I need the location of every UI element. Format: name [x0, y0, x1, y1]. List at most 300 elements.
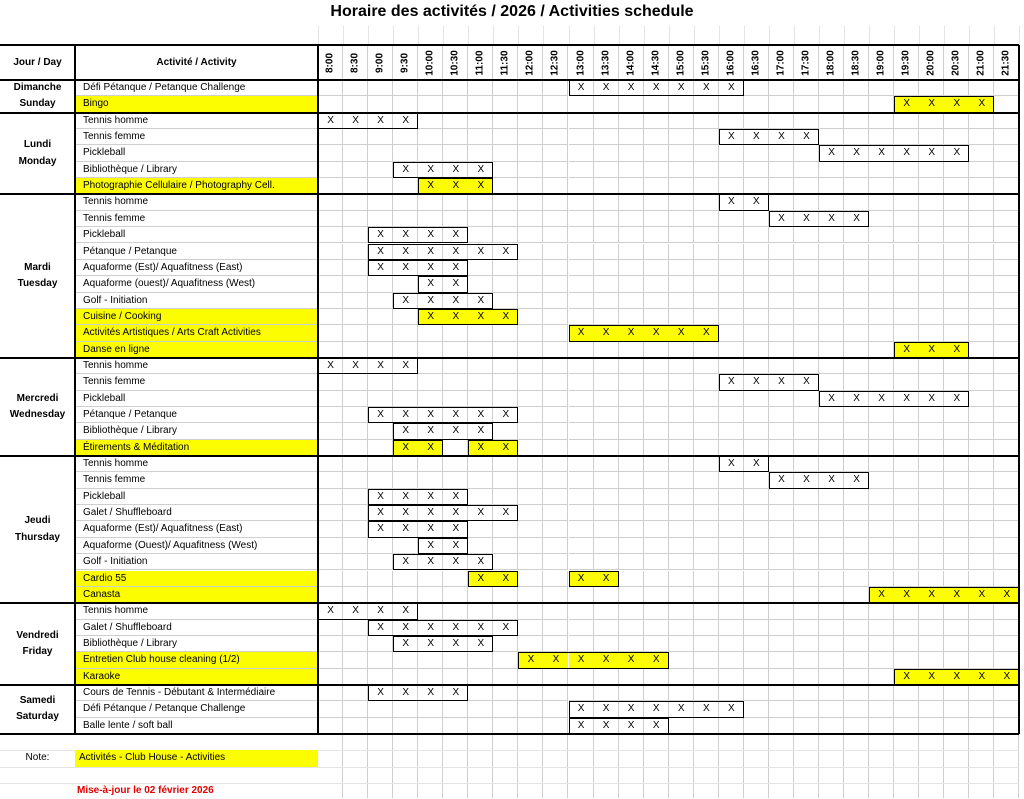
time-slot [518, 538, 543, 554]
time-slot [669, 456, 694, 472]
activity-mark: X [477, 507, 485, 519]
time-slot [894, 293, 919, 309]
activity-mark: X [402, 507, 409, 519]
time-slot [719, 342, 744, 358]
time-slot [744, 587, 769, 603]
activity-mark: X [753, 131, 760, 143]
time-slot [543, 472, 568, 488]
time-slot [919, 80, 944, 96]
time-slot [368, 538, 393, 554]
activity-mark: X [569, 652, 594, 668]
time-slot [744, 211, 769, 227]
time-slot [468, 652, 493, 668]
time-slot [744, 521, 769, 537]
activity-mark: X [953, 392, 961, 404]
time-slot [844, 374, 869, 390]
time-slot [318, 456, 343, 472]
activity-mark: X [327, 359, 334, 371]
time-slot [969, 309, 994, 325]
time-slot [418, 456, 443, 472]
activity-mark: X [727, 376, 735, 388]
time-slot [794, 80, 819, 96]
time-slot [368, 342, 393, 358]
time-slot [719, 652, 744, 668]
time-slot [969, 718, 994, 734]
grid-line [518, 26, 519, 45]
time-slot [594, 636, 619, 652]
time-slot [644, 244, 669, 260]
time-slot [343, 244, 368, 260]
time-slot [343, 571, 368, 587]
time-slot [393, 472, 418, 488]
time-slot [594, 96, 619, 112]
time-slot [894, 652, 919, 668]
time-slot [493, 538, 518, 554]
time-slot [669, 685, 694, 701]
activity-mark: X [569, 325, 594, 341]
border-line [0, 44, 1019, 46]
activity-name: Bibliothèque / Library [75, 162, 318, 178]
time-slot [318, 701, 343, 717]
time-slot [594, 685, 619, 701]
time-slot [869, 718, 894, 734]
time-slot [669, 538, 694, 554]
time-header [844, 45, 869, 80]
time-slot [794, 293, 819, 309]
time-slot [894, 113, 919, 129]
time-slot [368, 587, 393, 603]
time-slot [944, 276, 969, 292]
time-slot [644, 374, 669, 390]
time-slot [944, 423, 969, 439]
time-slot [694, 293, 719, 309]
time-slot [468, 96, 493, 112]
time-slot [894, 194, 919, 210]
activity-mark: X [477, 245, 485, 257]
activity-name: Cardio 55 [75, 571, 318, 587]
time-slot [518, 211, 543, 227]
activity-mark: X [753, 458, 760, 470]
time-slot [719, 260, 744, 276]
time-slot [569, 636, 594, 652]
time-slot [719, 669, 744, 685]
time-slot [994, 603, 1019, 619]
time-slot [869, 211, 894, 227]
time-slot [644, 293, 669, 309]
time-slot [543, 96, 568, 112]
time-slot [594, 276, 619, 292]
time-slot [343, 701, 368, 717]
time-slot [569, 358, 594, 374]
time-slot [343, 309, 368, 325]
time-slot [569, 227, 594, 243]
time-slot [719, 472, 744, 488]
time-slot [594, 423, 619, 439]
time-slot [669, 391, 694, 407]
activity-mark: X [652, 703, 660, 715]
time-slot [994, 652, 1019, 668]
time-slot [594, 244, 619, 260]
time-slot [794, 636, 819, 652]
time-slot [368, 652, 393, 668]
time-slot [569, 620, 594, 636]
time-slot [819, 423, 844, 439]
activity-mark: X [402, 523, 409, 535]
time-slot [543, 358, 568, 374]
time-slot [869, 554, 894, 570]
activity-mark: X [577, 703, 585, 715]
activity-mark: X [402, 229, 409, 241]
activity-mark: X [402, 621, 409, 633]
time-slot [969, 554, 994, 570]
time-slot [594, 260, 619, 276]
time-slot [869, 685, 894, 701]
time-slot [769, 309, 794, 325]
time-slot [844, 227, 869, 243]
time-slot [518, 587, 543, 603]
time-slot [769, 505, 794, 521]
time-slot [644, 440, 669, 456]
activity-mark: X [627, 82, 635, 93]
time-slot [619, 342, 644, 358]
time-slot [569, 129, 594, 145]
time-slot [844, 244, 869, 260]
time-slot [393, 342, 418, 358]
time-slot [418, 701, 443, 717]
time-slot [944, 244, 969, 260]
time-slot [844, 293, 869, 309]
border-line [0, 684, 1019, 686]
time-slot [844, 260, 869, 276]
time-slot [794, 96, 819, 112]
activity-name: Aquaforme (Ouest)/ Aquafitness (West) [75, 538, 318, 554]
time-slot [418, 571, 443, 587]
time-slot [518, 669, 543, 685]
time-slot [493, 178, 518, 194]
time-slot [669, 227, 694, 243]
time-slot [493, 636, 518, 652]
border-line [0, 455, 1019, 457]
time-slot [619, 571, 644, 587]
time-slot [619, 309, 644, 325]
time-slot [518, 80, 543, 96]
time-slot [644, 669, 669, 685]
time-label: 11:00 [474, 49, 486, 76]
time-slot [919, 211, 944, 227]
time-slot [969, 456, 994, 472]
activity-name: Balle lente / soft ball [75, 718, 318, 734]
time-slot [794, 276, 819, 292]
time-slot [619, 358, 644, 374]
time-slot [318, 309, 343, 325]
time-slot [819, 342, 844, 358]
time-slot [944, 440, 969, 456]
time-header [944, 45, 969, 80]
activity-mark: X [778, 474, 785, 486]
time-slot [869, 309, 894, 325]
activity-mark: X [402, 637, 409, 649]
time-slot [744, 293, 769, 309]
grid-line [719, 26, 720, 45]
time-slot [619, 505, 644, 521]
time-slot [919, 260, 944, 276]
activity-mark: X [452, 261, 460, 273]
time-slot [919, 194, 944, 210]
time-slot [468, 489, 493, 505]
time-slot [619, 456, 644, 472]
time-slot [318, 276, 343, 292]
time-slot [994, 309, 1019, 325]
time-slot [619, 669, 644, 685]
time-slot [719, 636, 744, 652]
time-slot [518, 701, 543, 717]
time-slot [443, 571, 468, 587]
time-slot [794, 227, 819, 243]
time-slot [994, 571, 1019, 587]
time-slot [694, 374, 719, 390]
time-slot [644, 456, 669, 472]
time-slot [969, 145, 994, 161]
time-slot [669, 620, 694, 636]
time-slot [669, 358, 694, 374]
day-name-en: Tuesday [17, 278, 58, 290]
time-slot [669, 260, 694, 276]
time-slot [969, 276, 994, 292]
activity-mark: X [627, 703, 635, 715]
time-slot [669, 652, 694, 668]
activity-mark: X [402, 261, 409, 273]
activity-mark: X [778, 131, 785, 143]
time-slot [418, 391, 443, 407]
time-slot [744, 440, 769, 456]
time-slot [894, 538, 919, 554]
activity-mark: X [594, 652, 619, 668]
time-slot [318, 342, 343, 358]
time-slot [569, 293, 594, 309]
time-slot [869, 358, 894, 374]
activity-mark: X [944, 342, 969, 358]
activity-mark: X [402, 556, 409, 568]
time-slot [844, 129, 869, 145]
time-slot [844, 521, 869, 537]
activity-mark: X [402, 425, 409, 437]
time-slot [468, 342, 493, 358]
day-name-fr: Samedi [19, 695, 56, 707]
activity-mark: X [627, 719, 635, 731]
time-slot [669, 521, 694, 537]
time-slot [443, 391, 468, 407]
time-slot [543, 374, 568, 390]
grid-line [493, 26, 494, 45]
time-slot [518, 342, 543, 358]
time-slot [543, 521, 568, 537]
activity-name: Photographie Cellulaire / Photography Cell. [75, 178, 318, 194]
activity-name: Pickleball [75, 391, 318, 407]
time-slot [769, 145, 794, 161]
time-slot [543, 309, 568, 325]
time-slot [669, 603, 694, 619]
time-slot [969, 244, 994, 260]
activity-mark: X [468, 440, 493, 456]
activity-mark: X [402, 114, 409, 126]
activity-mark: X [427, 278, 435, 290]
time-slot [769, 407, 794, 423]
activity-mark: X [452, 278, 460, 290]
activity-name: Pétanque / Petanque [75, 407, 318, 423]
time-slot [669, 244, 694, 260]
time-slot [543, 276, 568, 292]
activity-name: Défi Pétanque / Petanque Challenge [75, 80, 318, 96]
time-slot [719, 96, 744, 112]
time-slot [944, 521, 969, 537]
activity-mark: X [727, 703, 735, 715]
time-slot [418, 374, 443, 390]
time-slot [594, 407, 619, 423]
time-slot [543, 178, 568, 194]
time-slot [969, 685, 994, 701]
time-slot [543, 587, 568, 603]
time-slot [343, 293, 368, 309]
time-slot [619, 603, 644, 619]
activity-mark: X [702, 703, 710, 715]
time-slot [443, 211, 468, 227]
time-slot [744, 407, 769, 423]
time-header [769, 45, 794, 80]
time-slot [669, 489, 694, 505]
time-slot [969, 620, 994, 636]
time-slot [894, 244, 919, 260]
time-slot [669, 178, 694, 194]
time-slot [343, 505, 368, 521]
time-slot [769, 325, 794, 341]
activity-mark: X [502, 409, 510, 420]
time-label: 11:30 [499, 49, 511, 76]
activity-mark: X [468, 309, 493, 325]
time-slot [619, 538, 644, 554]
time-header [518, 45, 543, 80]
time-slot [594, 194, 619, 210]
time-slot [468, 587, 493, 603]
time-label: 18:30 [850, 49, 862, 76]
grid-line [944, 26, 945, 45]
time-header [368, 45, 393, 80]
time-slot [894, 162, 919, 178]
activity-mark: X [727, 196, 735, 208]
time-slot [493, 80, 518, 96]
time-slot [994, 96, 1019, 112]
time-slot [318, 194, 343, 210]
time-slot [919, 538, 944, 554]
activity-mark: X [594, 571, 619, 587]
time-slot [493, 701, 518, 717]
activity-mark: X [452, 294, 460, 306]
activity-mark: X [377, 261, 384, 273]
time-slot [569, 587, 594, 603]
time-slot [819, 276, 844, 292]
grid-line [969, 26, 970, 45]
time-slot [543, 685, 568, 701]
time-slot [794, 358, 819, 374]
activity-mark: X [602, 719, 610, 731]
time-slot [368, 309, 393, 325]
activity-mark: X [427, 261, 435, 273]
update-date: Mise-à-jour le 02 février 2026 [77, 785, 214, 797]
time-slot [794, 685, 819, 701]
activity-mark: X [903, 147, 910, 159]
time-slot [769, 194, 794, 210]
activity-mark: X [402, 409, 409, 420]
time-slot [493, 276, 518, 292]
time-slot [393, 309, 418, 325]
time-slot [894, 571, 919, 587]
time-header [744, 45, 769, 80]
time-slot [694, 211, 719, 227]
time-slot [894, 440, 919, 456]
time-slot [869, 325, 894, 341]
time-slot [819, 80, 844, 96]
time-slot [644, 571, 669, 587]
time-slot [318, 293, 343, 309]
time-slot [669, 407, 694, 423]
time-slot [518, 620, 543, 636]
time-slot [919, 227, 944, 243]
time-slot [619, 145, 644, 161]
grid-line [769, 26, 770, 45]
time-slot [569, 538, 594, 554]
time-slot [719, 178, 744, 194]
time-slot [744, 80, 769, 96]
time-slot [443, 374, 468, 390]
activity-mark: X [502, 621, 510, 633]
time-slot [719, 145, 744, 161]
time-slot [368, 80, 393, 96]
time-slot [443, 456, 468, 472]
activity-name: Pickleball [75, 145, 318, 161]
time-slot [694, 407, 719, 423]
time-slot [944, 194, 969, 210]
border-line [74, 45, 76, 734]
time-slot [919, 636, 944, 652]
time-header [543, 45, 568, 80]
time-slot [869, 472, 894, 488]
time-slot [919, 440, 944, 456]
time-slot [518, 456, 543, 472]
activity-mark: X [644, 652, 669, 668]
time-slot [594, 358, 619, 374]
time-slot [343, 620, 368, 636]
time-slot [443, 603, 468, 619]
time-slot [569, 391, 594, 407]
time-slot [944, 260, 969, 276]
time-slot [794, 669, 819, 685]
time-slot [919, 374, 944, 390]
time-slot [594, 129, 619, 145]
time-slot [418, 603, 443, 619]
time-slot [669, 162, 694, 178]
time-slot [368, 276, 393, 292]
activity-name: Aquaforme (Est)/ Aquafitness (East) [75, 521, 318, 537]
time-slot [944, 113, 969, 129]
activity-mark: X [828, 392, 835, 404]
time-slot [794, 521, 819, 537]
activity-mark: X [669, 325, 694, 341]
time-slot [794, 194, 819, 210]
time-header [919, 45, 944, 80]
activity-name: Tennis homme [75, 456, 318, 472]
activity-mark: X [452, 621, 460, 633]
activity-mark: X [602, 703, 610, 715]
grid-line [994, 26, 995, 45]
